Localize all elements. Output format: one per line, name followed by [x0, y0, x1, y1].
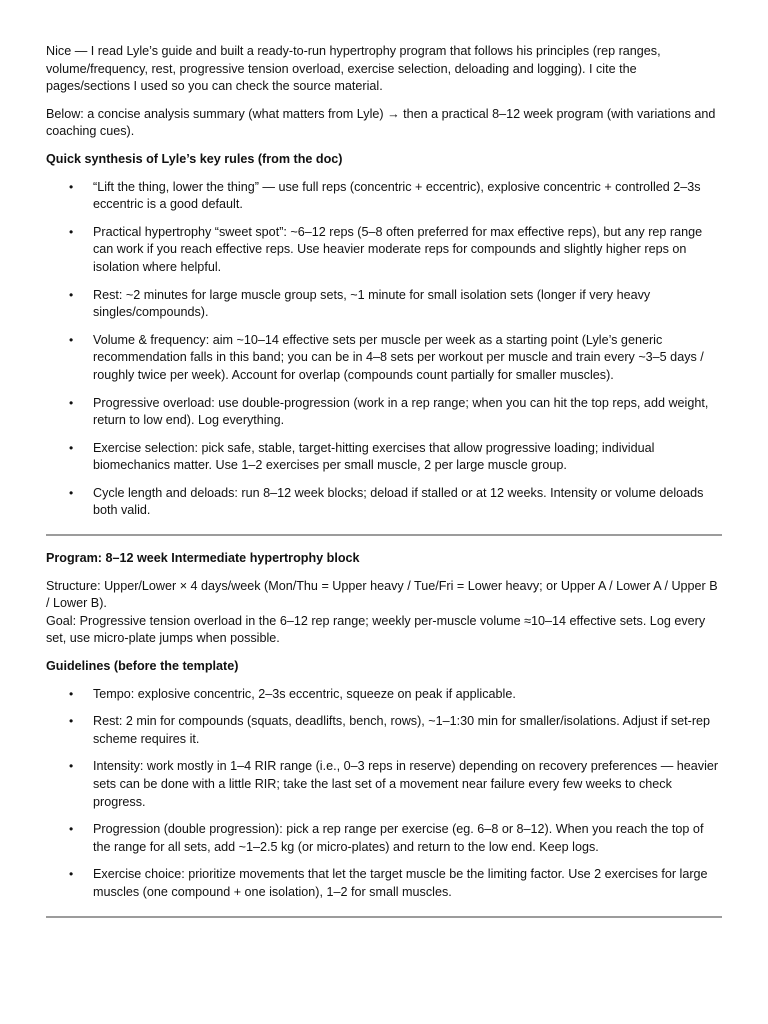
- program-goal: Goal: Progressive tension overload in the 6–12 rep range; weekly per-muscle volume ≈10–14 effective sets. Log every set, use micro-plate jumps when possible.: [46, 613, 706, 646]
- list-item-text: Volume & frequency: aim ~10–14 effective sets per muscle per week as a starting point (Lyle’s generic recommendation falls in this band; you can be in 4–8 sets per workout per muscle and train every ~3–5 days / roughly twice per week). Account for overlap (compounds count partially for smaller muscles).: [93, 332, 704, 382]
- bullet-icon: •: [69, 224, 74, 239]
- synthesis-list: [46, 179, 722, 521]
- list-item-text: Tempo: explosive concentric, 2–3s eccentric, squeeze on peak if applicable.: [93, 686, 516, 701]
- bullet-icon: •: [69, 822, 74, 837]
- list-item-text: “Lift the thing, lower the thing” — use full reps (concentric + eccentric), explosive concentric + controlled 2–3s eccentric is a good default.: [93, 179, 701, 212]
- program-structure: Structure: Upper/Lower × 4 days/week (Mon/Thu = Upper heavy / Tue/Fri = Lower heavy; or Upper A / Lower A / Upper B / Lower B).: [46, 578, 718, 611]
- list-item: [46, 395, 722, 430]
- guidelines-heading: Guidelines (before the template): [46, 659, 239, 674]
- list-item: [46, 866, 722, 901]
- list-item-text: Progression (double progression): pick a rep range per exercise (eg. 6–8 or 8–12). When you reach the top of the range for all sets, add ~1–2.5 kg (or micro-plates) and return to the low end. Keep logs.: [93, 822, 704, 854]
- list-item: [46, 224, 722, 277]
- bullet-icon: •: [69, 287, 74, 302]
- bullet-icon: •: [69, 485, 74, 500]
- synthesis-heading: Quick synthesis of Lyle’s key rules (from the doc): [46, 151, 343, 166]
- list-item: [46, 179, 722, 214]
- list-item: [46, 686, 722, 704]
- list-item: [46, 332, 722, 385]
- intro-paragraph-2: Below: a concise analysis summary (what matters from Lyle) → then a practical 8–12 week program (with variations and coaching cues).: [46, 106, 716, 139]
- bullet-icon: •: [69, 440, 74, 455]
- list-item-text: Rest: 2 min for compounds (squats, deadlifts, bench, rows), ~1–1:30 min for smaller/isolations. Adjust if set-rep scheme requires it.: [93, 714, 711, 746]
- bullet-icon: •: [69, 714, 74, 729]
- intro-paragraph-1: Nice — I read Lyle’s guide and built a ready-to-run hypertrophy program that follows his principles (rep ranges, volume/frequency, rest, progressive tension overload, exercise selection, deloading and logging). I cite the pages/sections I used so you can check the source material.: [46, 44, 661, 94]
- section-divider: [46, 534, 722, 536]
- list-item-text: Progressive overload: use double-progression (work in a rep range; when you can hit the top reps, add weight, return to low end). Log everything.: [93, 395, 709, 428]
- list-item: [46, 485, 722, 520]
- bullet-icon: •: [69, 759, 74, 774]
- list-item: [46, 440, 722, 475]
- list-item: [46, 758, 722, 811]
- list-item-text: Cycle length and deloads: run 8–12 week blocks; deload if stalled or at 12 weeks. Intensity or volume deloads both valid.: [93, 485, 704, 518]
- list-item: [46, 713, 722, 748]
- guidelines-list: [46, 686, 722, 902]
- list-item-text: Exercise choice: prioritize movements that let the target muscle be the limiting factor. Use 2 exercises for large muscles (one compound + one isolation), 1–2 for small muscles.: [93, 867, 708, 899]
- list-item-text: Intensity: work mostly in 1–4 RIR range (i.e., 0–3 reps in reserve) depending on recovery preferences — heavier sets can be done with a little RIR; take the last set of a movement near failure every few weeks to check progress.: [93, 759, 719, 809]
- list-item-text: Practical hypertrophy “sweet spot”: ~6–12 reps (5–8 often preferred for max effective reps), but any rep range can work if you reach effective reps. Use heavier moderate reps for compounds and slightly higher reps on isolation where helpful.: [93, 224, 703, 274]
- bullet-icon: •: [69, 179, 74, 194]
- list-item-text: Exercise selection: pick safe, stable, target-hitting exercises that allow progressive loading; individual biomechanics matter. Use 1–2 exercises per small muscle, 2 per large muscle group.: [93, 440, 655, 473]
- bullet-icon: •: [69, 686, 74, 701]
- bullet-icon: •: [69, 332, 74, 347]
- bullet-icon: •: [69, 395, 74, 410]
- program-heading: Program: 8–12 week Intermediate hypertrophy block: [46, 551, 360, 566]
- bullet-icon: •: [69, 867, 74, 882]
- list-item: [46, 821, 722, 856]
- list-item: [46, 287, 722, 322]
- section-divider: [46, 916, 722, 918]
- list-item-text: Rest: ~2 minutes for large muscle group sets, ~1 minute for small isolation sets (longer if very heavy singles/compounds).: [93, 287, 651, 320]
